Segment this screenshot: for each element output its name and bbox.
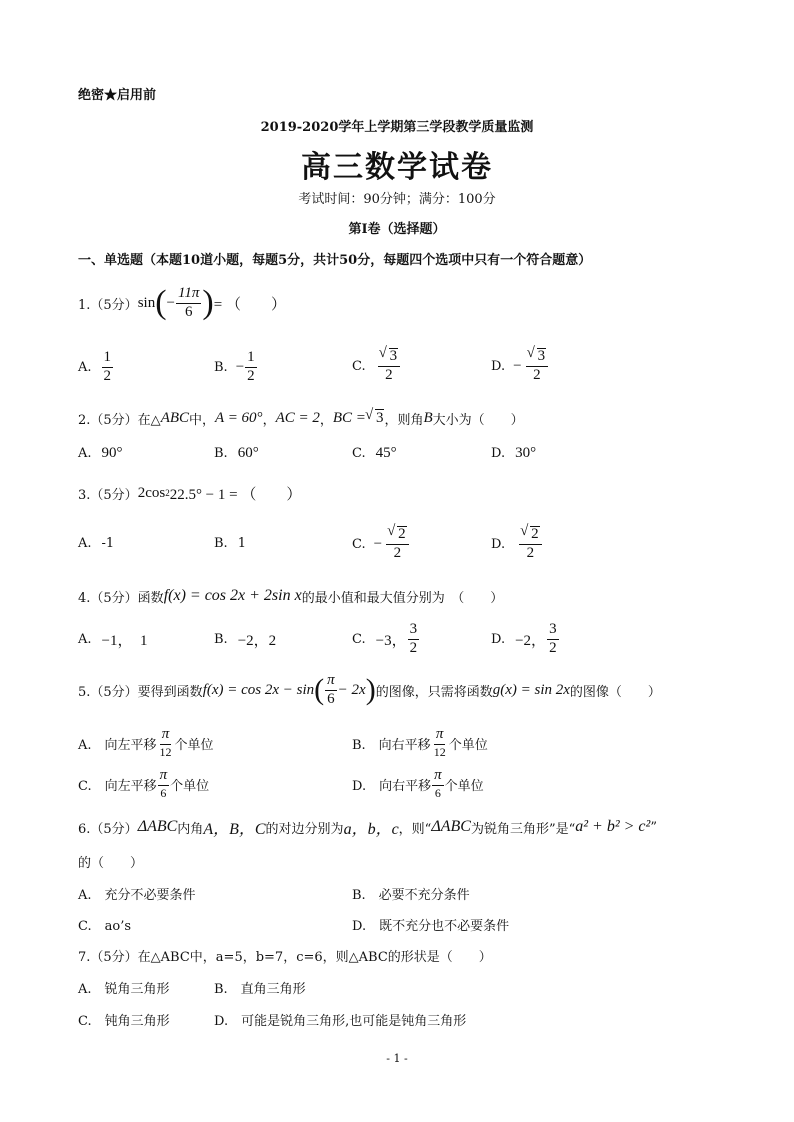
question-4	[78, 585, 503, 607]
fraction	[102, 350, 114, 385]
option-label: C.	[352, 358, 366, 374]
q7-option-d[interactable]: D. 可能是锐角三角形,也可能是钝角三角形	[214, 1014, 467, 1029]
denominator: 2	[409, 639, 418, 656]
denominator: 6	[160, 786, 167, 801]
option-label: C.	[352, 631, 366, 647]
option-label: B.	[214, 632, 228, 647]
exam-info: 考试时间：90分钟；满分：100分	[298, 192, 496, 207]
exam-subtitle: 2019-2020学年上学期第三学段教学质量监测	[260, 120, 534, 135]
question-3	[78, 482, 301, 504]
minus-sign: −	[166, 294, 175, 311]
q3-option-d[interactable]	[491, 522, 543, 566]
text: ”	[650, 819, 657, 835]
q6-option-a[interactable]: A. 充分不必要条件	[78, 888, 196, 903]
fraction	[519, 526, 542, 562]
denominator: 2	[549, 639, 557, 656]
denominator: 2	[393, 545, 402, 561]
expression: g(x) = sin 2x	[492, 681, 570, 698]
superscript: 2	[165, 488, 170, 498]
q5-option-d[interactable]	[352, 766, 484, 802]
unit-text: 个单位	[170, 778, 210, 794]
text: ，则角	[384, 412, 424, 428]
fraction	[378, 348, 401, 384]
q5-option-a[interactable]	[78, 725, 214, 761]
expression: A，B，C	[203, 820, 266, 838]
triangle-name: ABC	[160, 409, 190, 426]
option-label: B. 向右平移	[352, 737, 431, 753]
question-tail: = （ ）	[213, 296, 286, 313]
question-2	[78, 407, 524, 429]
option-label: A.	[78, 359, 92, 375]
expression: AC = 2	[275, 409, 320, 426]
fraction	[386, 526, 409, 562]
option-value: −3，	[375, 632, 407, 649]
sqrt-radicand: √ 3	[537, 348, 547, 365]
numerator: π	[434, 727, 446, 745]
option-value: -1	[101, 536, 115, 551]
q7-option-b[interactable]: B. 直角三角形	[214, 982, 306, 997]
section-heading: 一、单选题（本题10道小题，每题5分，共计50分，每题四个选项中只有一个符合题意）	[78, 253, 592, 268]
triangle-name: ΔABC	[431, 818, 471, 835]
paren-close: )	[202, 284, 214, 321]
fraction	[176, 286, 201, 321]
q4-option-a[interactable]	[78, 629, 148, 650]
separator: ，	[319, 412, 333, 428]
numerator: 1	[102, 350, 114, 368]
fraction	[158, 727, 174, 758]
option-label: D.	[491, 536, 506, 552]
page-number: - 1 -	[386, 1052, 408, 1065]
text: ，则“	[398, 821, 432, 837]
option-label: B.	[214, 536, 228, 551]
unit-text: 个单位	[174, 737, 214, 753]
q6-option-d[interactable]: D. 既不充分也不必要条件	[352, 919, 510, 934]
denominator: 12	[433, 745, 446, 760]
expression: f(x) = cos 2x + 2sin x	[163, 587, 302, 604]
text: 的对边分别为	[265, 821, 344, 837]
numerator: 1	[245, 350, 257, 368]
fraction	[158, 768, 170, 799]
text: 内角	[177, 821, 204, 837]
question-tail: 大小为（ ）	[432, 412, 524, 428]
q4-option-d[interactable]	[491, 619, 560, 659]
question-tail: 的最小值和最大值分别为 （ ）	[301, 590, 504, 606]
triangle-name: ΔABC	[137, 818, 178, 835]
paren-open: (	[314, 673, 325, 706]
q2-option-b[interactable]	[214, 445, 259, 462]
question-6	[78, 816, 657, 838]
q2-option-a[interactable]	[78, 445, 123, 462]
unit-text: 个单位	[444, 778, 484, 794]
text: 中，	[189, 412, 216, 428]
option-value: −1， 1	[101, 633, 148, 649]
question-number: 1.（5分）	[78, 297, 138, 313]
fraction	[432, 768, 444, 799]
denominator: 12	[159, 745, 172, 760]
expression: 2cos	[137, 484, 166, 501]
option-value: 60°	[237, 445, 259, 461]
fraction	[325, 673, 337, 708]
question-number: 3.（5分）	[78, 487, 138, 503]
q3-option-b[interactable]	[214, 536, 246, 551]
volume-heading: 第I卷（选择题）	[348, 222, 446, 237]
option-label: A.	[78, 632, 92, 647]
question-1	[78, 283, 286, 323]
q7-option-c[interactable]: C. 钝角三角形	[78, 1014, 170, 1029]
numerator: π	[432, 768, 444, 786]
q7-option-a[interactable]: A. 锐角三角形	[78, 982, 170, 997]
q4-option-b[interactable]	[214, 629, 276, 650]
denominator: 2	[247, 367, 255, 384]
option-label: D.	[491, 358, 506, 374]
numerator: 3	[408, 622, 420, 640]
q1-option-b[interactable]	[214, 348, 258, 386]
denominator: 6	[434, 786, 441, 801]
q6-option-b[interactable]: B. 必要不充分条件	[352, 888, 470, 903]
minus-sign: −	[513, 357, 522, 374]
expression: 22.5° − 1 = （ ）	[169, 486, 302, 503]
q3-option-c[interactable]	[352, 522, 410, 566]
option-value: 90°	[101, 445, 123, 461]
question-7: 7.（5分）在△ABC中，a=5，b=7，c=6，则△ABC的形状是（ ）	[78, 950, 492, 965]
fraction	[408, 622, 420, 657]
text: 为锐角三角形”是“	[470, 821, 576, 837]
numerator: π	[160, 727, 172, 745]
fraction	[547, 622, 559, 657]
option-label: C.	[352, 446, 366, 461]
q5-option-c[interactable]	[78, 766, 209, 802]
q1-option-c[interactable]	[352, 346, 401, 386]
option-label: B.	[214, 359, 228, 375]
expression: a，b，c	[343, 820, 399, 838]
denominator: 2	[533, 367, 541, 383]
option-label: C.	[352, 536, 366, 552]
option-label: C. 向左平移	[78, 778, 157, 794]
q1-option-d[interactable]	[491, 346, 549, 386]
secret-label: 绝密★启用前	[78, 88, 157, 103]
q2-option-d[interactable]	[491, 445, 536, 462]
denominator: 6	[327, 690, 335, 707]
numerator: 3	[547, 622, 559, 640]
angle-name: B	[423, 409, 433, 426]
denominator: 2	[103, 367, 112, 384]
q4-option-c[interactable]	[352, 619, 420, 659]
sqrt-radicand: √ 2	[397, 526, 407, 543]
text: 的图像，只需将函数	[375, 684, 493, 700]
option-label: A. 向左平移	[78, 737, 157, 753]
question-number: 4.（5分）函数	[78, 590, 164, 606]
fraction	[526, 348, 549, 384]
question-6-line2: 的（ ）	[78, 856, 144, 871]
option-value: 30°	[515, 445, 537, 461]
sin-label: sin	[137, 294, 156, 311]
option-label: A.	[78, 446, 92, 461]
question-number: 2.（5分）在△	[78, 412, 161, 428]
option-label: D.	[491, 631, 506, 647]
option-value: 45°	[375, 445, 397, 461]
q2-option-c[interactable]	[352, 445, 397, 462]
option-label: A.	[78, 536, 92, 551]
expression: f(x) = cos 2x − sin	[202, 681, 315, 698]
option-value: −2，2	[237, 633, 277, 649]
q1-option-a[interactable]	[78, 348, 114, 386]
denominator: 2	[526, 545, 535, 561]
option-value: −2，	[515, 632, 547, 649]
denominator: 6	[184, 303, 193, 320]
separator: ，	[262, 412, 276, 428]
q6-option-c[interactable]: C. ao’s	[78, 919, 131, 934]
fraction	[432, 727, 448, 758]
fraction	[245, 350, 257, 385]
unit-text: 个单位	[448, 737, 488, 753]
expression: A = 60°	[215, 409, 263, 426]
q5-option-b[interactable]	[352, 725, 488, 761]
inequality: a² + b² > c²	[575, 818, 651, 835]
question-5	[78, 670, 661, 710]
q3-option-a[interactable]	[78, 536, 114, 551]
option-label: D. 向右平移	[352, 778, 432, 794]
minus-sign: −	[373, 535, 383, 552]
expression: BC =	[332, 409, 366, 426]
option-value: 1	[237, 536, 246, 551]
minus-sign: −	[235, 358, 245, 375]
exam-title: 高三数学试卷	[301, 150, 493, 185]
numerator: π	[325, 673, 337, 691]
sqrt-radicand: √ 2	[530, 526, 540, 543]
sqrt-radicand: √ 3	[375, 409, 385, 427]
question-number: 6.（5分）	[78, 821, 138, 837]
denominator: 2	[385, 367, 393, 383]
option-label: B.	[214, 446, 228, 461]
question-number: 5.（5分）要得到函数	[78, 684, 203, 700]
paren-open: (	[155, 284, 167, 321]
sqrt-radicand: √ 3	[389, 348, 399, 365]
numerator: 11π	[176, 286, 201, 304]
option-label: D.	[491, 446, 506, 461]
question-tail: 的图像（ ）	[569, 684, 661, 700]
expression: − 2x	[337, 681, 366, 698]
paren-close: )	[365, 673, 376, 706]
numerator: π	[158, 768, 170, 786]
